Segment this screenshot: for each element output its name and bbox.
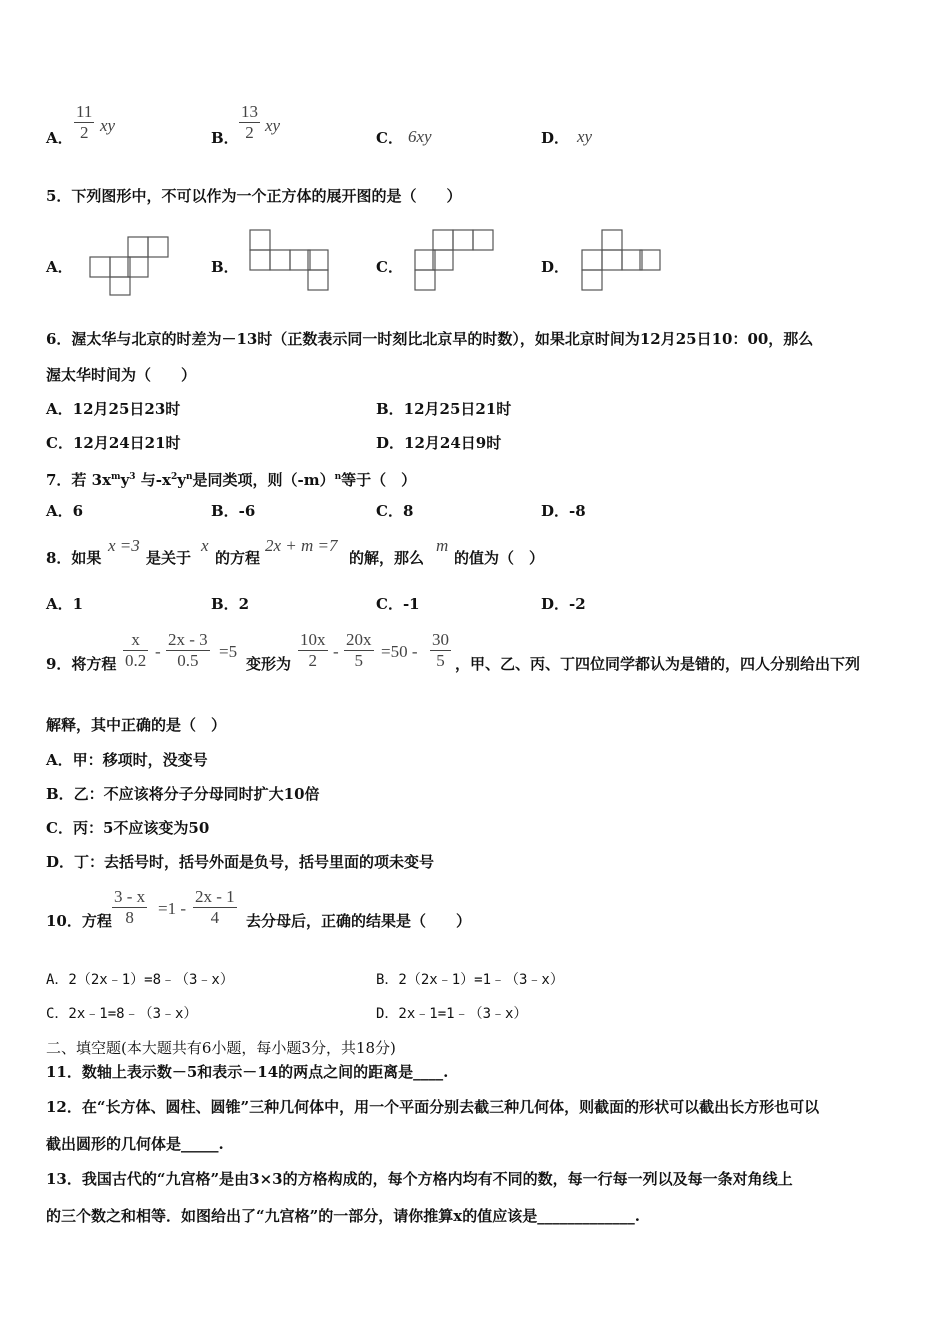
q13-stem-line1: 13．我国古代的“九宫格”是由3×3的方格构成的，每个方格内均有不同的数，每一行每一列以及每一条对角线上 <box>46 1170 793 1188</box>
q8-option-d: D．-2 <box>541 595 586 613</box>
q9-option-d: D．丁：去括号时，括号外面是负号，括号里面的项未变号 <box>46 853 435 871</box>
q7-option-d: D．-8 <box>541 502 586 520</box>
fraction: $\frac{2x - 1}{4}$ <box>195 887 235 927</box>
q10-option-a: A．2（2x﹣1）=8﹣（3﹣x） <box>46 972 234 988</box>
fraction: $\frac{11}{2}$ <box>76 102 93 142</box>
math-expr: xy <box>577 127 593 146</box>
math-expr: 2x + m =7 <box>265 536 338 555</box>
option-label: A． <box>46 129 73 147</box>
fraction: $\frac{30}{5}$ <box>432 630 449 670</box>
math-expr: x =3 <box>108 536 140 555</box>
cube-net-a <box>88 235 172 299</box>
q7-option-a: A．6 <box>46 502 84 520</box>
q10-option-b: B．2（2x﹣1）=1﹣（3﹣x） <box>376 972 564 988</box>
q10-option-c: C．2x﹣1=8﹣（3﹣x） <box>46 1006 198 1022</box>
q12-stem-line1: 12．在“长方体、圆柱、圆锥”三种几何体中，用一个平面分别去截三种几何体，则截面的形状可以截出长方形也可以 <box>46 1098 820 1116</box>
q13-stem-line2: 的三个数之和相等．如图给出了“九宫格”的一部分，请你推算x的值应该是_____________. <box>46 1207 640 1225</box>
q6-stem-line2: 渥太华时间为（ ） <box>46 366 197 384</box>
q7-option-b: B．-6 <box>211 502 256 520</box>
q8-option-b: B．2 <box>211 595 250 613</box>
cube-net-c <box>413 228 497 294</box>
fraction: $\frac{10x}{2}$ <box>300 630 326 670</box>
fraction: $\frac{3 - x}{8}$ <box>114 887 146 927</box>
fraction: $\frac{x}{0.2}$ <box>125 630 147 670</box>
q5-stem: 5．下列图形中，不可以作为一个正方体的展开图的是（ ） <box>46 187 462 205</box>
fraction: $\frac{20x}{5}$ <box>346 630 372 670</box>
q6-option-b: B．12月25日21时 <box>376 400 512 418</box>
fraction: $\frac{2x - 3}{0.5}$ <box>168 630 208 670</box>
q5-option-a-label: A． <box>46 258 73 276</box>
option-label: B． <box>211 129 239 147</box>
q5-option-c-label: C． <box>376 258 403 276</box>
math-var: xy <box>100 116 116 135</box>
q6-option-a: A．12月25日23时 <box>46 400 181 418</box>
q9-option-b: B．乙：不应该将分子分母同时扩大10倍 <box>46 785 320 803</box>
q9-option-a: A．甲：移项时，没变号 <box>46 751 208 769</box>
q5-option-d-label: D． <box>541 258 570 276</box>
fraction: $\frac{13}{2}$ <box>241 102 258 142</box>
q11-stem: 11．数轴上表示数－5和表示－14的两点之间的距离是____. <box>46 1063 449 1081</box>
option-label: C． <box>376 129 403 147</box>
math-expr: 6xy <box>408 127 432 146</box>
q5-option-b-label: B． <box>211 258 239 276</box>
q7-option-c: C．8 <box>376 502 414 520</box>
math-var: m <box>436 536 449 555</box>
q10-option-d: D．2x﹣1=1﹣（3﹣x） <box>376 1006 528 1022</box>
option-label: D． <box>541 129 570 147</box>
math-var: x <box>201 536 209 555</box>
cube-net-b <box>248 228 332 294</box>
q6-option-d: D．12月24日9时 <box>376 434 502 452</box>
q9-stem-line2: 解释，其中正确的是（ ） <box>46 716 227 734</box>
q8-option-a: A．1 <box>46 595 84 613</box>
q6-stem-line1: 6．渥太华与北京的时差为－13时（正数表示同一时刻比北京早的时数），如果北京时间为12月25日10：00，那么 <box>46 330 814 348</box>
q7-stem: 7．若 $3x^my^3$ 与$-x^2y^n$是同类项，则$(-m)^n$等于（ ） <box>46 471 417 489</box>
section-heading: 二、填空题(本大题共有6小题，每小题3分，共18分) <box>46 1039 396 1057</box>
q12-stem-line2: 截出圆形的几何体是_____. <box>46 1135 224 1153</box>
q6-option-c: C．12月24日21时 <box>46 434 181 452</box>
cube-net-d <box>580 228 664 294</box>
q8-option-c: C．-1 <box>376 595 420 613</box>
q9-option-c: C．丙：5不应该变为50 <box>46 819 210 837</box>
math-var: xy <box>265 116 281 135</box>
